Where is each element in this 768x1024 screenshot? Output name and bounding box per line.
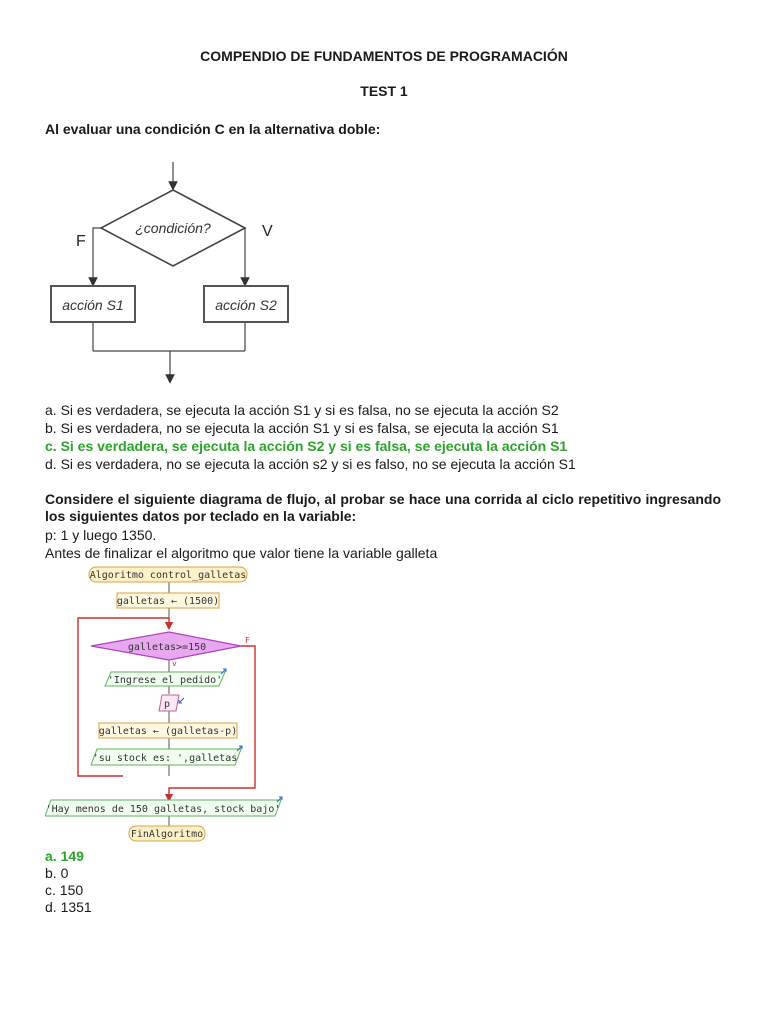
question2-data-line: p: 1 y luego 1350. xyxy=(45,527,157,543)
question2-option-c: c. 150 xyxy=(45,882,84,898)
document-subtitle: TEST 1 xyxy=(360,83,408,99)
output1-label: 'Ingrese el pedido' xyxy=(107,675,223,686)
output-end-label: 'Hay menos de 150 galletas, stock bajo' xyxy=(45,804,281,815)
false-label: F xyxy=(76,233,86,250)
decision-label: galletas>=150 xyxy=(127,642,207,653)
end-label: FinAlgoritmo xyxy=(130,829,204,840)
document-title: COMPENDIO DE FUNDAMENTOS DE PROGRAMACIÓN xyxy=(200,48,568,64)
output2-label: 'su stock es: ',galletas xyxy=(92,753,238,764)
alternative-diagram xyxy=(40,160,300,385)
question2-option-b: b. 0 xyxy=(45,865,69,881)
init-label: galletas ← (1500) xyxy=(116,596,220,607)
question1-option-c-correct: c. Si es verdadera, se ejecuta la acción S2 y si es falsa, se ejecuta la acción S1 xyxy=(45,438,568,454)
input-label: p xyxy=(163,699,171,710)
input-arrow-icon xyxy=(179,698,184,703)
question2-option-d: d. 1351 xyxy=(45,899,92,915)
question1-option-d: d. Si es verdadera, no se ejecuta la acción s2 y si es falso, no se ejecuta la acción S1 xyxy=(45,456,576,472)
action-s2-label: acción S2 xyxy=(215,297,277,313)
question1-option-b: b. Si es verdadera, no se ejecuta la acción S1 y si es falsa, se ejecuta la acción S1 xyxy=(45,420,559,436)
question1-option-a: a. Si es verdadera, se ejecuta la acción S1 y si es falsa, no se ejecuta la acción S2 xyxy=(45,402,559,418)
assign-label: galletas ← (galletas-p) xyxy=(98,726,238,737)
true-label: V xyxy=(262,223,273,240)
galletas-flowchart xyxy=(45,564,295,846)
question2-prompt: Considere el siguiente diagrama de flujo, al probar se hace una corrida al ciclo repetitivo ingresando los siguientes datos por teclado en la variable: xyxy=(45,491,721,524)
start-label: Algoritmo control_galletas xyxy=(89,570,247,581)
question2-question-line: Antes de finalizar el algoritmo que valor tiene la variable galleta xyxy=(45,545,438,561)
question2-option-a-correct: a. 149 xyxy=(45,848,84,864)
question1-prompt: Al evaluar una condición C en la alternativa doble: xyxy=(45,121,381,137)
condition-label: ¿condición? xyxy=(135,220,211,236)
decision-false-label: F xyxy=(245,636,250,645)
decision-true-label: v xyxy=(172,659,177,668)
action-s1-label: acción S1 xyxy=(62,297,124,313)
